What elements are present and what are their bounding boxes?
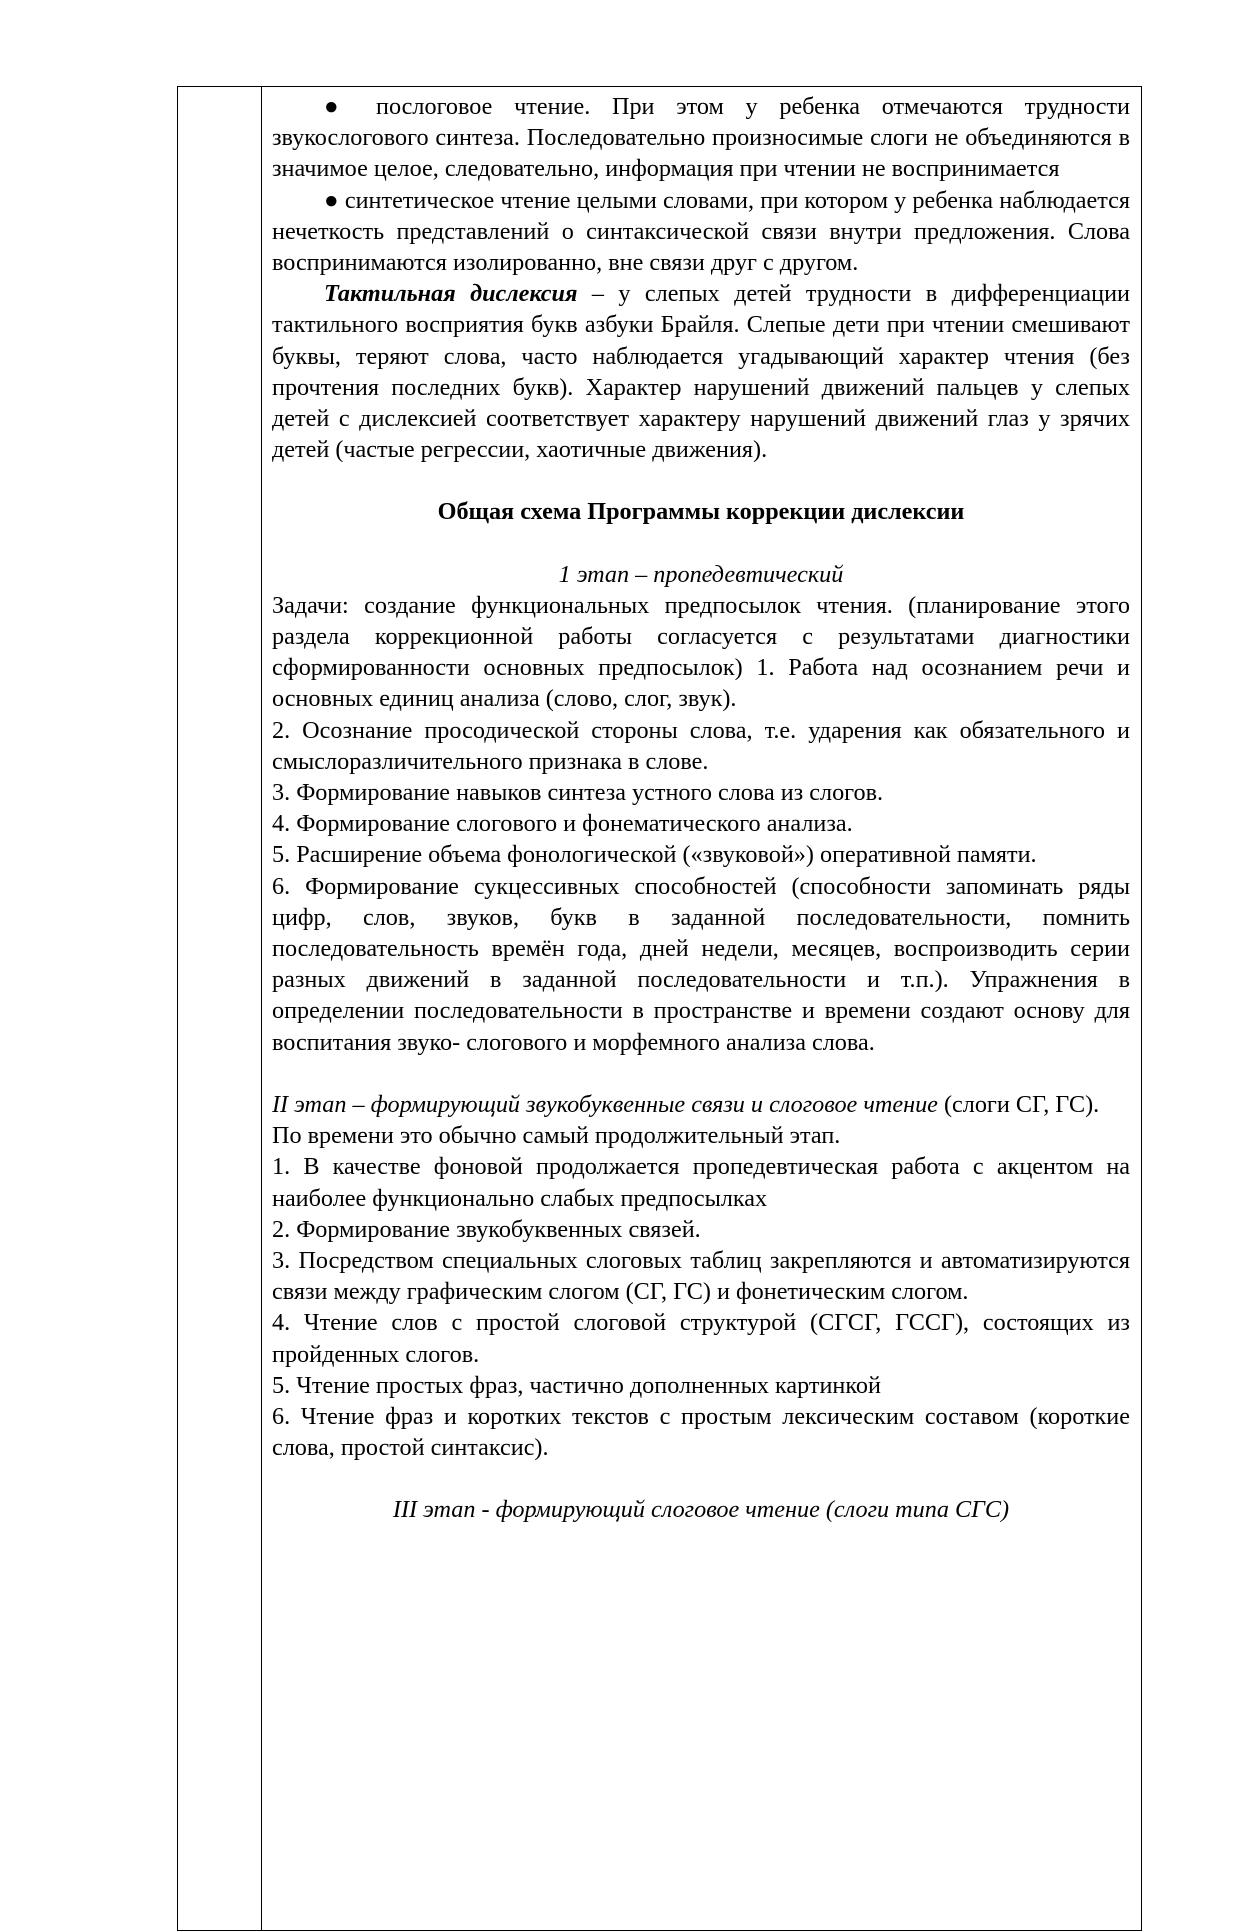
stage-1-item: 4. Формирование слогового и фонематического анализа. <box>272 810 853 838</box>
stage-1-intro: Задачи: создание функциональных предпосылок чтения. (планирование этого раздела коррекционной работы согласуется с результатами диагностики сформированности основных предпосылок) 1. Работа над осознанием речи и основных единиц анализа (слово, слог, звук). <box>272 591 1130 713</box>
program-heading: Общая схема Программы коррекции дислексии <box>437 498 965 526</box>
stage-2-title-italic: II этап – формирующий звукобуквенные связи и слоговое чтение <box>272 1090 938 1118</box>
bullet-syllabic-reading: ● послоговое чтение. При этом у ребенка отмечаются трудности звукослогового синтеза. Последовательно произносимые слоги не объединяются в значимое целое, следовательно, информация при чтении не воспринимается <box>272 93 1130 183</box>
stage-2-item: 6. Чтение фраз и коротких текстов с простым лексическим составом (короткие слова, простой синтаксис). <box>272 1402 1130 1462</box>
stage-2-item: 5. Чтение простых фраз, частично дополненных картинкой <box>272 1371 881 1399</box>
stage-1-title: 1 этап – пропедевтический <box>558 560 844 588</box>
stage-2-item: 4. Чтение слов с простой слоговой структурой (СГСГ, ГССГ), состоящих из пройденных слогов. <box>272 1309 1130 1368</box>
stage-2-item: 2. Формирование звукобуквенных связей. <box>272 1215 701 1243</box>
stage-1-item: 2. Осознание просодической стороны слова, т.е. ударения как обязательного и смыслоразличительного признака в слове. <box>272 716 1130 775</box>
tactile-dyslexia-text: – у слепых детей трудности в дифференциации тактильного восприятия букв азбуки Брайля. Слепые дети при чтении смешивают буквы, теряют слова, часто наблюдается угадывающий характер чтения (без прочтения последних букв). Характер нарушений движений пальцев у слепых детей с дислексией соответствует характеру нарушений движений глаз у зрячих детей (частые регрессии, хаотичные движения). <box>272 280 1130 464</box>
table-content-cell <box>272 91 1130 1526</box>
stage-2-title-rest: (слоги СГ, ГС). <box>937 1090 1100 1118</box>
tactile-dyslexia-term: Тактильная дислексия <box>324 280 578 308</box>
stage-3-title: III этап - формирующий слоговое чтение (слоги типа СГС) <box>392 1496 1010 1524</box>
tactile-dyslexia-paragraph <box>272 278 1130 465</box>
bullet-synthetic-reading: ● синтетическое чтение целыми словами, при котором у ребенка наблюдается нечеткость представлений о синтаксической связи внутри предложения. Слова воспринимаются изолированно, вне связи друг с другом. <box>272 186 1130 277</box>
stage-1-item: 5. Расширение объема фонологической («звуковой») оперативной памяти. <box>272 841 1037 869</box>
table-left-column <box>178 87 262 1930</box>
document-table <box>177 86 1142 1931</box>
stage-2-item: 1. В качестве фоновой продолжается пропедевтическая работа с акцентом на наиболее функционально слабых предпосылках <box>272 1153 1130 1212</box>
stage-2-title <box>272 1089 1130 1120</box>
stage-2-intro: По времени это обычно самый продолжительный этап. <box>272 1122 841 1150</box>
stage-1-item: 3. Формирование навыков синтеза устного слова из слогов. <box>272 779 884 807</box>
stage-1-item: 6. Формирование сукцессивных способностей (способности запоминать ряды цифр, слов, звуков, букв в заданной последовательности, помнить последовательность времён года, дней недели, месяцев, воспроизводить серии разных движений в заданной последовательности и т.п.). Упражнения в определении последовательности в пространстве и времени создают основу для воспитания звуко- слогового и морфемного анализа слова. <box>272 872 1130 1056</box>
stage-2-item: 3. Посредством специальных слоговых таблиц закрепляются и автоматизируются связи между графическим слогом (СГ, ГС) и фонетическим слогом. <box>272 1246 1130 1306</box>
